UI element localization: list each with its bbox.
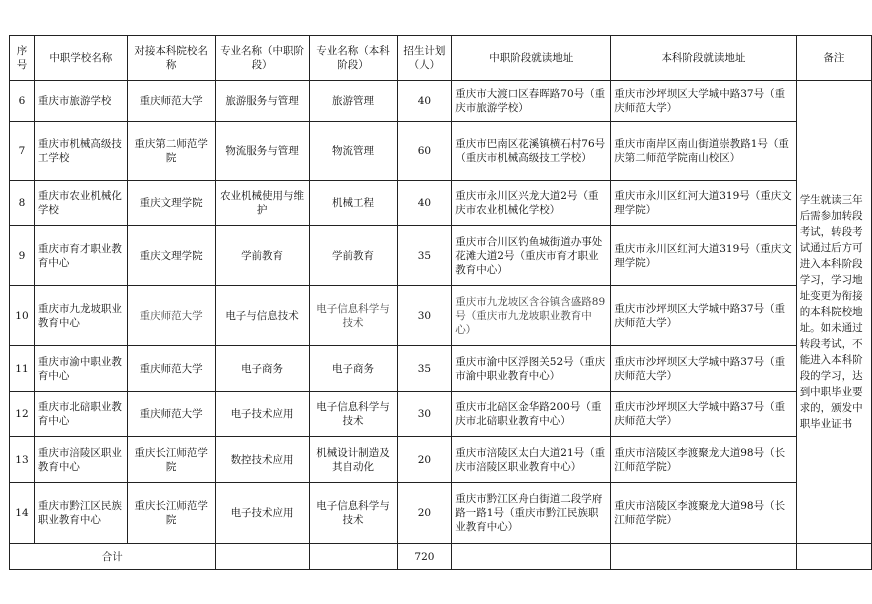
row-major-vocational: 学前教育 [215,226,309,286]
row-addr-undergrad: 重庆市永川区红河大道319号（重庆文理学院） [611,226,796,286]
row-addr-undergrad: 重庆市沙坪坝区大学城中路37号（重庆师范大学） [611,392,796,437]
header-addr-vocational: 中职阶段就读地址 [452,36,611,81]
row-uni: 重庆文理学院 [127,181,215,226]
row-uni: 重庆师范大学 [127,346,215,392]
row-addr-vocational: 重庆市大渡口区春晖路70号（重庆市旅游学校） [452,81,611,122]
row-major-vocational: 电子技术应用 [215,392,309,437]
row-addr-vocational: 重庆市北碚区金华路200号（重庆市北碚职业教育中心） [452,392,611,437]
row-addr-undergrad: 重庆市沙坪坝区大学城中路37号（重庆师范大学） [611,346,796,392]
row-major-vocational: 电子商务 [215,346,309,392]
row-school: 重庆市旅游学校 [34,81,127,122]
row-major-undergrad: 电子信息科学与技术 [309,483,397,544]
header-row [10,36,872,81]
total-plan: 720 [397,544,452,570]
row-school: 重庆市机械高级技工学校 [34,122,127,181]
row-uni: 重庆文理学院 [127,226,215,286]
row-major-undergrad: 学前教育 [309,226,397,286]
row-no: 10 [10,286,35,346]
table-row [10,437,872,483]
row-major-undergrad: 电子信息科学与技术 [309,286,397,346]
row-major-vocational: 电子技术应用 [215,483,309,544]
row-major-vocational: 电子与信息技术 [215,286,309,346]
row-major-undergrad: 电子信息科学与技术 [309,392,397,437]
row-plan: 20 [397,483,452,544]
total-empty-cell [611,544,796,570]
header-addr-undergrad: 本科阶段就读地址 [611,36,796,81]
row-addr-vocational: 重庆市渝中区浮图关52号（重庆市渝中职业教育中心） [452,346,611,392]
header-remark: 备注 [796,36,871,81]
row-no: 13 [10,437,35,483]
row-uni: 重庆师范大学 [127,81,215,122]
row-school: 重庆市黔江区民族职业教育中心 [34,483,127,544]
header-major-undergrad: 专业名称（本科阶段） [309,36,397,81]
row-major-vocational: 数控技术应用 [215,437,309,483]
row-school: 重庆市育才职业教育中心 [34,226,127,286]
row-addr-undergrad: 重庆市涪陵区李渡聚龙大道98号（长江师范学院） [611,483,796,544]
row-addr-undergrad: 重庆市涪陵区李渡聚龙大道98号（长江师范学院） [611,437,796,483]
row-plan: 30 [397,286,452,346]
row-uni: 重庆师范大学 [127,392,215,437]
total-empty-cell [309,544,397,570]
row-major-undergrad: 机械工程 [309,181,397,226]
row-addr-undergrad: 重庆市沙坪坝区大学城中路37号（重庆师范大学） [611,81,796,122]
header-no: 序号 [10,36,35,81]
row-school: 重庆市九龙坡职业教育中心 [34,286,127,346]
row-addr-undergrad: 重庆市永川区红河大道319号（重庆文理学院） [611,181,796,226]
row-addr-undergrad: 重庆市沙坪坝区大学城中路37号（重庆师范大学） [611,286,796,346]
table-row [10,392,872,437]
enrollment-table [9,35,872,570]
row-major-undergrad: 机械设计制造及其自动化 [309,437,397,483]
row-addr-vocational: 重庆市九龙坡区含谷镇含盛路89号（重庆市九龙坡职业教育中心） [452,286,611,346]
row-plan: 40 [397,81,452,122]
row-major-undergrad: 电子商务 [309,346,397,392]
row-no: 8 [10,181,35,226]
row-school: 重庆市农业机械化学校 [34,181,127,226]
row-plan: 20 [397,437,452,483]
row-uni: 重庆长江师范学院 [127,437,215,483]
table-row [10,286,872,346]
header-vocational-school: 中职学校名称 [34,36,127,81]
row-plan: 35 [397,226,452,286]
row-major-undergrad: 旅游管理 [309,81,397,122]
header-plan: 招生计划（人） [397,36,452,81]
row-school: 重庆市渝中职业教育中心 [34,346,127,392]
table-row [10,483,872,544]
table-row [10,226,872,286]
row-no: 11 [10,346,35,392]
table-row [10,181,872,226]
row-major-vocational: 旅游服务与管理 [215,81,309,122]
row-addr-vocational: 重庆市黔江区舟白街道二段学府路一路1号（重庆市黔江民族职业教育中心） [452,483,611,544]
header-major-vocational: 专业名称（中职阶段） [215,36,309,81]
row-no: 6 [10,81,35,122]
total-label: 合计 [10,544,216,570]
remark-note: 学生就读三年后需参加转段考试，转段考试通过后方可进入本科阶段学习，学习地址变更为衔接的本科院校地址。如未通过转段考试，不能进入本科阶段的学习，达到中职毕业要求的，颁发中职毕业证书 [796,81,871,544]
total-empty-cell [452,544,611,570]
table-row [10,122,872,181]
row-plan: 60 [397,122,452,181]
header-undergrad-school: 对接本科院校名称 [127,36,215,81]
table-row [10,81,872,122]
row-addr-undergrad: 重庆市南岸区南山街道崇教路1号（重庆第二师范学院南山校区） [611,122,796,181]
row-addr-vocational: 重庆市合川区钓鱼城街道办事处花滩大道2号（重庆市育才职业教育中心） [452,226,611,286]
total-empty-cell [796,544,871,570]
row-plan: 30 [397,392,452,437]
row-no: 9 [10,226,35,286]
row-major-vocational: 农业机械使用与维护 [215,181,309,226]
row-major-undergrad: 物流管理 [309,122,397,181]
row-no: 14 [10,483,35,544]
row-no: 7 [10,122,35,181]
row-uni: 重庆师范大学 [127,286,215,346]
table-row [10,346,872,392]
row-addr-vocational: 重庆市巴南区花溪镇横石村76号（重庆市机械高级技工学校） [452,122,611,181]
row-uni: 重庆长江师范学院 [127,483,215,544]
row-major-vocational: 物流服务与管理 [215,122,309,181]
row-addr-vocational: 重庆市永川区兴龙大道2号（重庆市农业机械化学校） [452,181,611,226]
row-school: 重庆市北碚职业教育中心 [34,392,127,437]
row-plan: 35 [397,346,452,392]
row-uni: 重庆第二师范学院 [127,122,215,181]
total-empty-cell [215,544,309,570]
total-row [10,544,872,570]
row-school: 重庆市涪陵区职业教育中心 [34,437,127,483]
row-no: 12 [10,392,35,437]
row-addr-vocational: 重庆市涪陵区太白大道21号（重庆市涪陵区职业教育中心） [452,437,611,483]
row-plan: 40 [397,181,452,226]
